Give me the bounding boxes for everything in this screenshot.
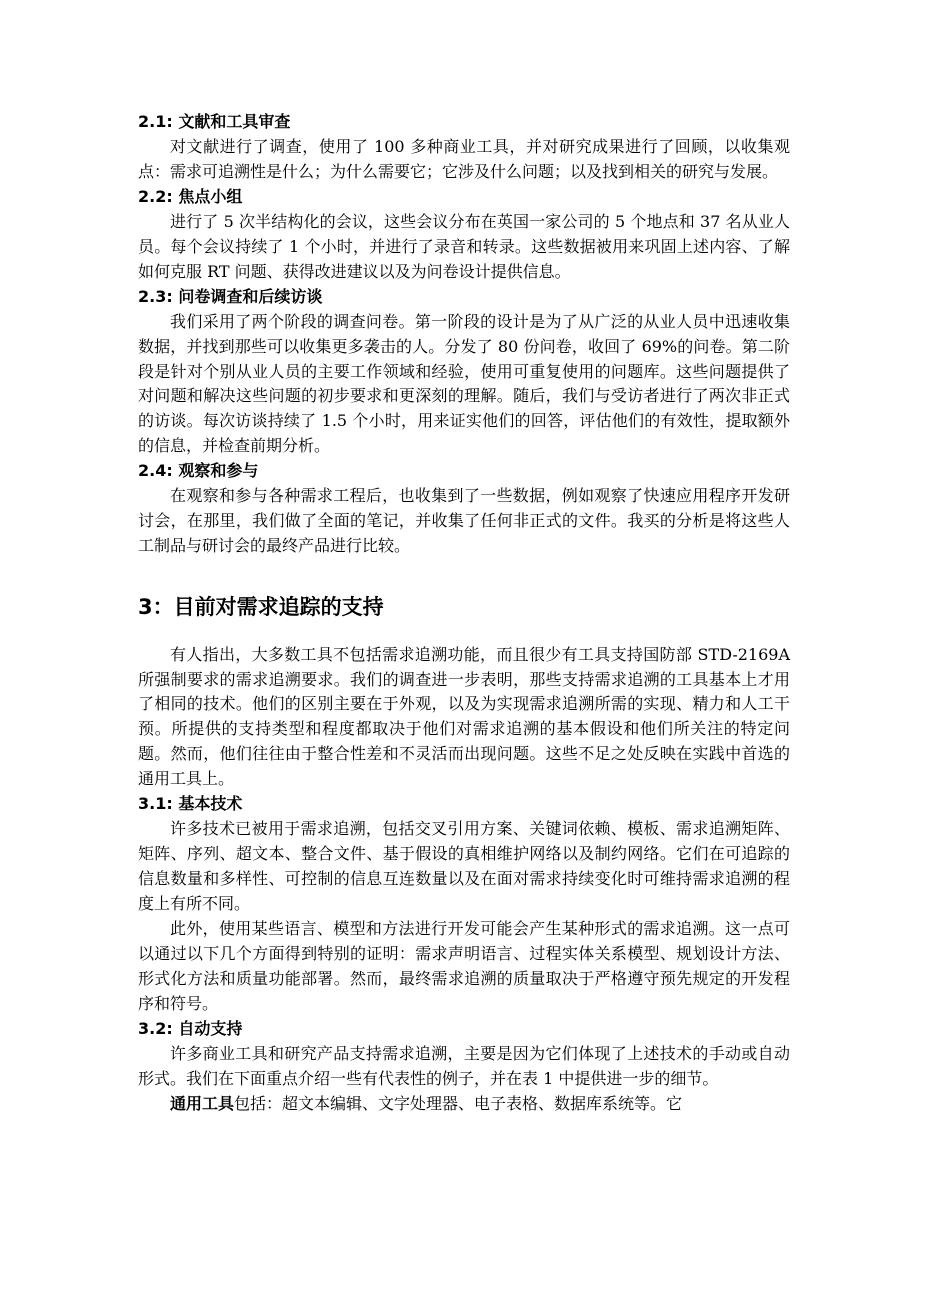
paragraph: 许多商业工具和研究产品支持需求追溯，主要是因为它们体现了上述技术的手动或自动形式。我们在下面重点介绍一些有代表性的例子，并在表 1 中提供进一步的细节。 <box>138 1043 790 1088</box>
subsection-heading: 3.2: 自动支持 <box>138 1018 243 1038</box>
paragraph: 在观察和参与各种需求工程后，也收集到了一些数据，例如观察了快速应用程序开发研讨会，在那里，我们做了全面的笔记，并收集了任何非正式的文件。我买的分析是将这些人工制品与研讨会的最终产品进行比较。 <box>138 486 790 556</box>
subsection-heading: 2.4: 观察和参与 <box>138 461 259 481</box>
paragraph: 进行了 5 次半结构化的会议，这些会议分布在英国一家公司的 5 个地点和 37 名从业人员。每个会议持续了 1 个小时，并进行了录音和转录。这些数据被用来巩固上述内容、了解如何克服 RT 问题、获得改进建议以及为问卷设计提供信息。 <box>138 211 790 281</box>
paragraph <box>138 1092 790 1117</box>
subsection-heading: 3.1: 基本技术 <box>138 794 243 814</box>
section-heading: 3：目前对需求追踪的支持 <box>138 595 384 620</box>
subsection-heading: 2.1: 文献和工具审查 <box>138 112 291 131</box>
paragraph-lead: 通用工具 <box>170 1093 235 1113</box>
paragraph: 对文献进行了调查，使用了 100 多种商业工具，并对研究成果进行了回顾，以收集观点：需求可追溯性是什么；为什么需要它；它涉及什么问题；以及找到相关的研究与发展。 <box>138 136 790 181</box>
document-content <box>138 110 790 1117</box>
paragraph: 有人指出，大多数工具不包括需求追溯功能，而且很少有工具支持国防部 STD-2169A 所强制要求的需求追溯要求。我们的调查进一步表明，那些支持需求追溯的工具基本上才用了相同的技术。他们的区别主要在于外观，以及为实现需求追溯所需的实现、精力和人工干预。所提供的支持类型和程度都取决于他们对需求追溯的基本假设和他们所关注的特定问题。然而，他们往往由于整合性差和不灵活而出现问题。这些不足之处反映在实践中首选的通用工具上。 <box>138 644 790 789</box>
paragraph-text: 包括：超文本编辑、文字处理器、电子表格、数据库系统等。它 <box>234 1093 683 1113</box>
paragraph: 此外，使用某些语言、模型和方法进行开发可能会产生某种形式的需求追溯。这一点可以通过以下几个方面得到特别的证明：需求声明语言、过程实体关系模型、规划设计方法、形式化方法和质量功能部署。然而，最终需求追溯的质量取决于严格遵守预先规定的开发程序和符号。 <box>138 919 790 1013</box>
subsection-heading: 2.2: 焦点小组 <box>138 186 243 206</box>
subsection-heading: 2.3: 问卷调查和后续访谈 <box>138 286 323 306</box>
paragraph: 许多技术已被用于需求追溯，包括交叉引用方案、关键词依赖、模板、需求追溯矩阵、矩阵、序列、超文本、整合文件、基于假设的真相维护网络以及制约网络。它们在可追踪的信息数量和多样性、可控制的信息互连数量以及在面对需求持续变化时可维持需求追溯的程度上有所不同。 <box>138 819 790 914</box>
paragraph: 我们采用了两个阶段的调查问卷。第一阶段的设计是为了从广泛的从业人员中迅速收集数据，并找到那些可以收集更多袭击的人。分发了 80 份问卷，收回了 69%的问卷。第二阶段是针对个别从业人员的主要工作领域和经验，使用可重复使用的问题库。这些问题提供了对问题和解决这些问题的初步要求和更深刻的理解。随后，我们与受访者进行了两次非正式的访谈。每次访谈持续了 1.5 个小时，用来证实他们的回答，评估他们的有效性，提取额外的信息，并检查前期分析。 <box>138 311 790 456</box>
